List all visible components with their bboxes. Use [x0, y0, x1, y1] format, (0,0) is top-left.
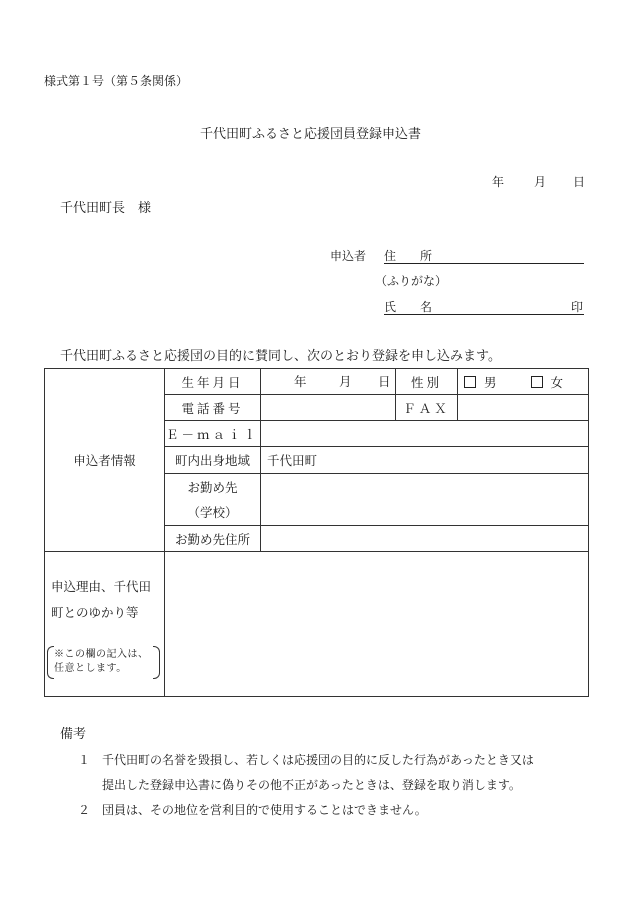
male-checkbox[interactable] — [464, 376, 476, 388]
remarks-heading: 備考 — [60, 727, 87, 742]
addressee: 千代田町長 様 — [60, 201, 152, 216]
reason-field[interactable] — [165, 552, 589, 697]
date-day: 日 — [573, 175, 586, 189]
form-number: 様式第１号（第５条関係） — [44, 74, 189, 88]
birth-day-label: 日 — [378, 374, 391, 389]
intro-text: 千代田町ふるさと応援団の目的に賛同し、次のとおり登録を申し込みます。 — [60, 349, 501, 364]
page-title: 千代田町ふるさと応援団員登録申込書 — [200, 127, 422, 142]
section-label-applicant-info: 申込者情報 — [45, 369, 165, 552]
phone-field[interactable] — [261, 395, 396, 421]
workplace-field[interactable] — [261, 474, 589, 526]
gender-field — [458, 369, 589, 395]
birth-year-label: 年 — [294, 374, 307, 389]
remark-1-line-2: 提出した登録申込書に偽りその他不正があったときは、登録を取り消します。 — [102, 778, 521, 792]
email-field[interactable] — [261, 421, 589, 447]
remark-1-number: １ — [78, 753, 91, 767]
address-label: 住 所 — [384, 249, 433, 263]
address-underline[interactable] — [384, 263, 584, 264]
gender-label: 性別 — [396, 369, 458, 395]
workplace-label: お勤め先 — [165, 474, 261, 500]
reason-note-text: ※この欄の記入は、任意とします。 — [54, 649, 149, 674]
name-label: 氏 名 — [384, 300, 433, 314]
date-year: 年 — [492, 175, 505, 189]
remark-2-line-1: 団員は、その地位を営利目的で使用することはできません。 — [102, 803, 427, 817]
remark-2-number: ２ — [78, 803, 91, 817]
reason-note — [47, 646, 160, 679]
birth-date-label: 生年月日 — [165, 369, 261, 395]
fax-field[interactable] — [458, 395, 589, 421]
furigana-label: （ふりがな） — [375, 274, 448, 288]
birth-date-field[interactable] — [261, 369, 396, 395]
birth-month-label: 月 — [339, 374, 352, 389]
female-label: 女 — [550, 374, 564, 390]
phone-label: 電話番号 — [165, 395, 261, 421]
applicant-label: 申込者 — [330, 249, 367, 263]
date-month: 月 — [534, 175, 547, 189]
reason-label-cell — [45, 552, 165, 697]
hometown-label: 町内出身地域 — [165, 447, 261, 474]
school-label: （学校） — [165, 500, 261, 526]
male-label: 男 — [484, 374, 497, 390]
applicant-info-table — [44, 368, 589, 697]
remark-1-line-1: 千代田町の名誉を毀損し、若しくは応援団の目的に反した行為があったとき又は — [102, 753, 534, 767]
fax-label: ＦＡＸ — [396, 395, 458, 421]
hometown-field[interactable]: 千代田町 — [261, 447, 589, 474]
reason-label: 申込理由、千代田町とのゆかり等 — [51, 579, 152, 620]
workplace-address-label: お勤め先住所 — [165, 526, 261, 552]
female-checkbox[interactable] — [531, 376, 543, 388]
email-label: Ｅ－ｍａｉｌ — [165, 421, 261, 447]
name-underline[interactable] — [384, 314, 584, 315]
seal-mark: 印 — [571, 300, 584, 314]
workplace-address-field[interactable] — [261, 526, 589, 552]
